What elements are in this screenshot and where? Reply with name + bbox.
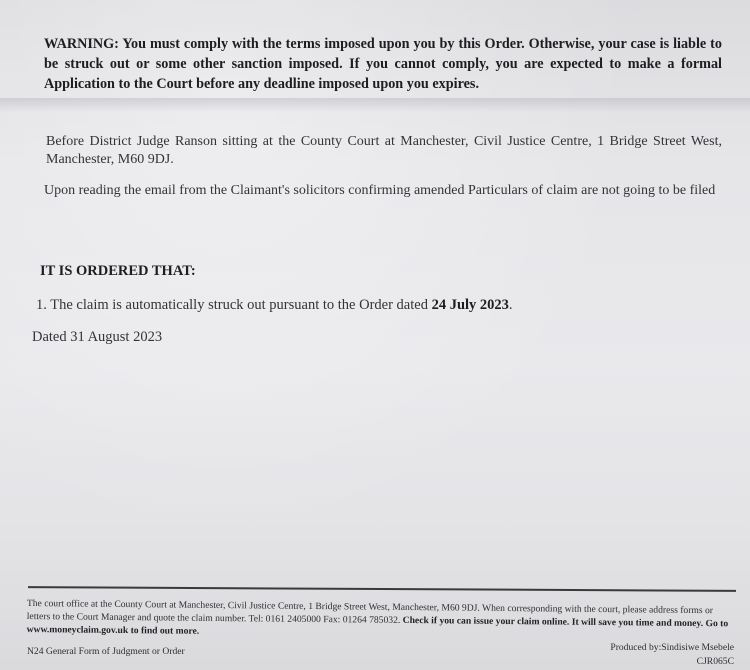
upon-reading-paragraph: Upon reading the email from the Claimant's solicitors confirming amended Particulars of claim are not going to be filed [44,183,716,198]
footer-office-text: The court office at the County Court at Manchester, Civil Justice Centre, 1 Bridge Street West, Manchester, M60 9DJ. When corresponding with the court, please address forms or letters to the Court Manager and quote the claim number. Tel: 0161 2405000 Fax: 01264 785032. [26,597,714,626]
produced-by: Produced by:Sindisiwe Msebele [610,642,734,653]
order-heading: IT IS ORDERED THAT: [40,263,196,279]
order-item-number: 1. [36,297,47,313]
footer-online-text: Check if you can issue your claim online. It will save you time and money. Go to www.moneyclaim.gov.uk to find out more. [26,614,729,637]
dated-line: Dated 31 August 2023 [32,329,163,345]
warning-label: WARNING: [44,36,119,52]
footer-office-info [27,597,737,643]
before-judge-paragraph: Before District Judge Ranson sitting at the County Court at Manchester, Civil Justice Centre, 1 Bridge Street West, Manchester, M60 9DJ. [46,134,722,167]
paper-fold-shadow [0,98,750,112]
form-reference: CJR065C [696,656,734,667]
order-item-date: 24 July 2023 [431,297,509,313]
warning-notice [44,34,722,94]
order-item-text: The claim is automatically struck out pursuant to the Order dated [50,297,428,313]
warning-text: You must comply with the terms imposed upon you by this Order. Otherwise, your case is liable to be struck out or some other sanction imposed. If you cannot comply, you are expected to make a formal Application to the Court before any deadline imposed upon you expires. [44,36,722,92]
form-name: N24 General Form of Judgment or Order [27,646,185,657]
order-item [36,297,513,314]
footer-divider [28,586,736,592]
order-item-end: . [508,297,513,313]
